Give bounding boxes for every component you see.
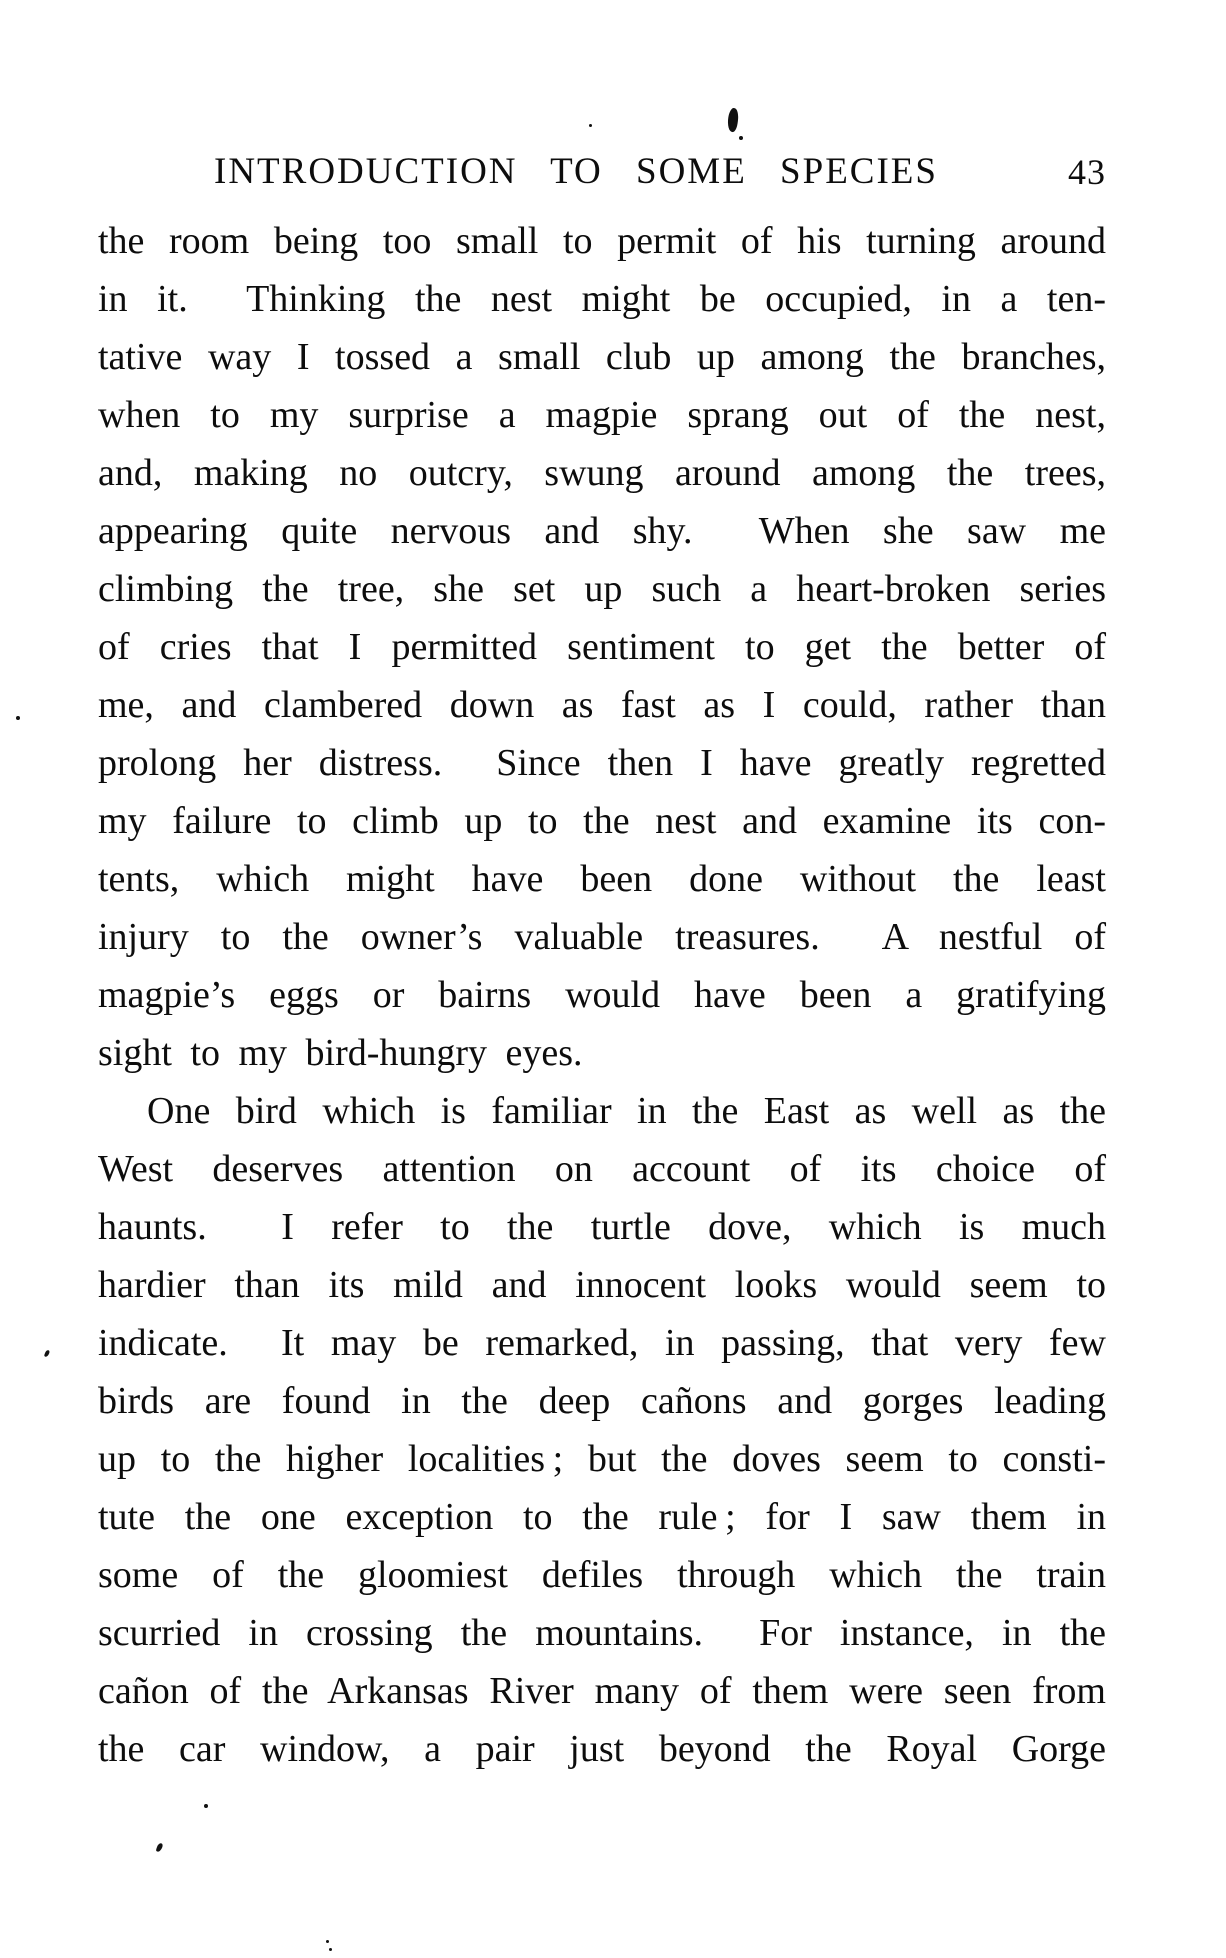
running-header: [98, 150, 1106, 194]
text-line: One bird which is familiar in the East as well as the: [147, 1090, 1106, 1132]
body-text: [98, 212, 1106, 1778]
text-line: me, and clambered down as fast as I could, rather than: [98, 684, 1106, 726]
text-line: cañon of the Arkansas River many of them were seen from: [98, 1670, 1106, 1712]
text-line: up to the higher localities ; but the doves seem to consti-: [98, 1438, 1106, 1480]
text-line: climbing the tree, she set up such a heart-broken series: [98, 568, 1106, 610]
text-line: the room being too small to permit of his turning around: [98, 220, 1106, 262]
text-line: magpie’s eggs or bairns would have been a gratifying: [98, 974, 1106, 1016]
ink-speck: [326, 1940, 329, 1943]
ink-speck: [44, 1350, 50, 1358]
ink-speck: [204, 1804, 208, 1808]
text-line: appearing quite nervous and shy. When she saw me: [98, 510, 1106, 552]
text-line: scurried in crossing the mountains. For instance, in the: [98, 1612, 1106, 1654]
text-line: haunts. I refer to the turtle dove, which is much: [98, 1206, 1106, 1248]
ink-speck: [16, 716, 20, 720]
text-line: sight to my bird-hungry eyes.: [98, 1032, 583, 1074]
text-line: tative way I tossed a small club up among the branches,: [98, 336, 1106, 378]
text-line: West deserves attention on account of its choice of: [98, 1148, 1106, 1190]
text-line: hardier than its mild and innocent looks would seem to: [98, 1264, 1106, 1306]
text-line: the car window, a pair just beyond the Royal Gorge: [98, 1728, 1106, 1770]
ink-speck: [156, 1842, 164, 1852]
text-line: my failure to climb up to the nest and examine its con-: [98, 800, 1106, 842]
text-line: tents, which might have been done without the least: [98, 858, 1106, 900]
text-line: in it. Thinking the nest might be occupied, in a ten-: [98, 278, 1106, 320]
ink-speck: [726, 107, 739, 132]
text-line: indicate. It may be remarked, in passing, that very few: [98, 1322, 1106, 1364]
text-line: injury to the owner’s valuable treasures. A nestful of: [98, 916, 1106, 958]
text-line: prolong her distress. Since then I have greatly regretted: [98, 742, 1106, 784]
text-line: of cries that I permitted sentiment to get the better of: [98, 626, 1106, 668]
ink-speck: [589, 124, 592, 127]
ink-speck: [329, 1948, 332, 1951]
text-line: some of the gloomiest defiles through which the train: [98, 1554, 1106, 1596]
text-line: tute the one exception to the rule ; for I saw them in: [98, 1496, 1106, 1538]
ink-speck: [739, 136, 743, 140]
page-title: INTRODUCTION TO SOME SPECIES: [214, 151, 938, 192]
text-line: when to my surprise a magpie sprang out of the nest,: [98, 394, 1106, 436]
text-line: and, making no outcry, swung around among the trees,: [98, 452, 1106, 494]
page-number: 43: [1068, 152, 1106, 192]
text-line: birds are found in the deep cañons and gorges leading: [98, 1380, 1106, 1422]
